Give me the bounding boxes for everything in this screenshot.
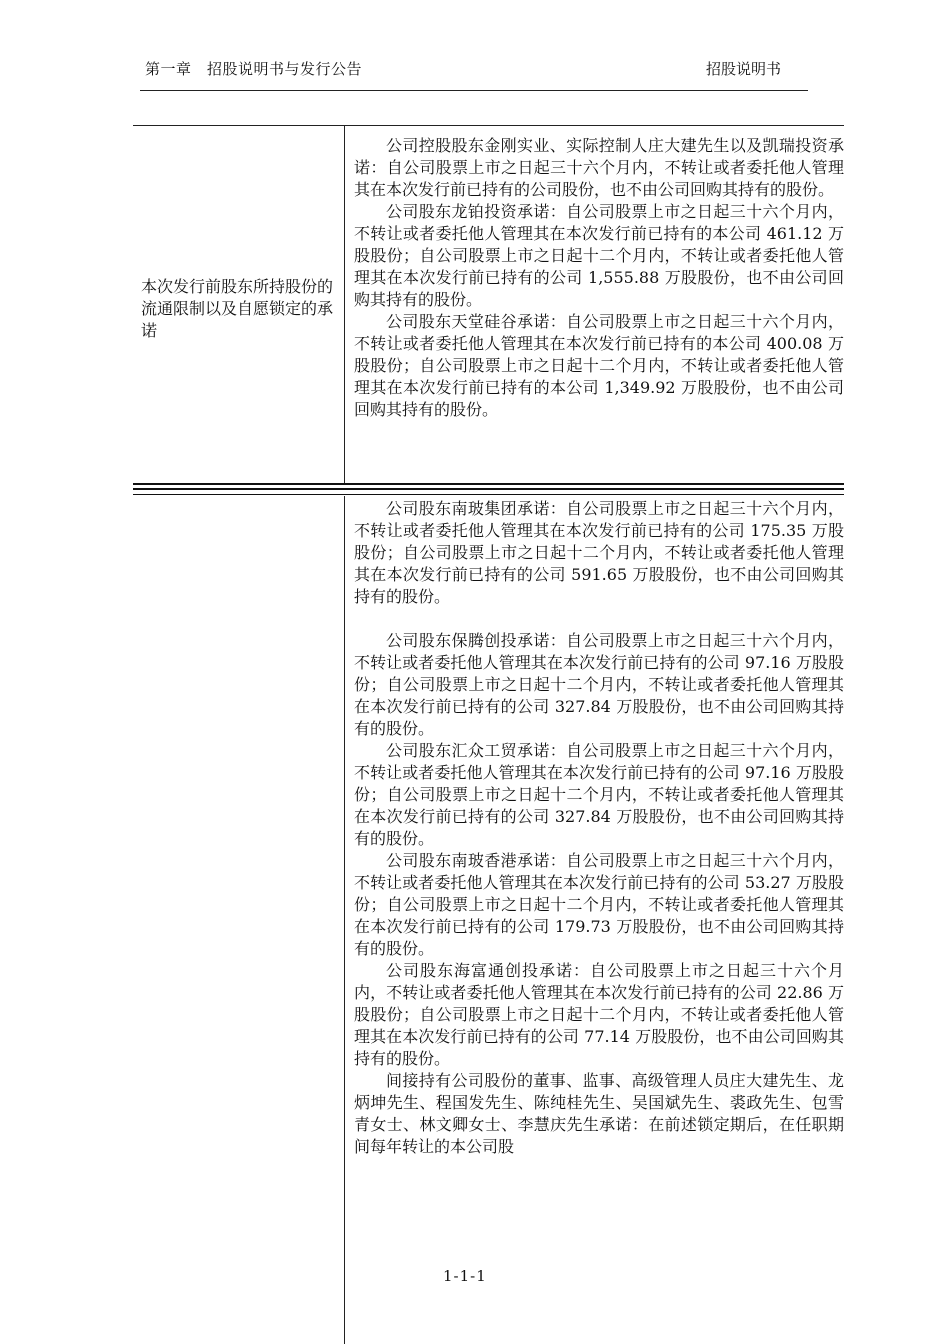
- commitment-paragraph: 公司控股股东金刚实业、实际控制人庄大建先生以及凯瑞投资承诺：自公司股票上市之日起三十六个月内，不转让或者委托他人管理其在本次发行前已持有的公司股份，也不由公司回购其持有的股份。: [354, 136, 844, 199]
- table-top-border: [133, 125, 844, 126]
- table-column-divider: [344, 496, 345, 1344]
- table-left-label: 本次发行前股东所持股份的流通限制以及自愿锁定的承诺: [141, 277, 334, 340]
- commitment-paragraph: 公司股东龙铂投资承诺：自公司股票上市之日起三十六个月内，不转让或者委托他人管理其在本次发行前已持有的本公司 461.12 万股股份；自公司股票上市之日起十二个月内，不转让或者委托他人管理其在本次发行前已持有的公司 1,555.88 万股股份，也不由公司回购其持有的股份。: [354, 202, 844, 309]
- table-column-divider: [344, 125, 345, 483]
- commitment-paragraph: 公司股东海富通创投承诺：自公司股票上市之日起三十六个月内，不转让或者委托他人管理其在本次发行前已持有的公司 22.86 万股股份；自公司股票上市之日起十二个月内，不转让或者委托他人管理其在本次发行前已持有的公司 77.14 万股股份，也不由公司回购其持有的股份。: [354, 961, 844, 1068]
- page-break-rule: [133, 494, 844, 495]
- commitment-paragraph: 公司股东南玻香港承诺：自公司股票上市之日起三十六个月内，不转让或者委托他人管理其在本次发行前已持有的公司 53.27 万股股份；自公司股票上市之日起十二个月内，不转让或者委托他人管理其在本次发行前已持有的公司 179.73 万股股份，也不由公司回购其持有的股份。: [354, 851, 844, 958]
- table-row-2-content: [354, 498, 844, 1158]
- header-rule: [140, 90, 808, 91]
- commitment-paragraph: 间接持有公司股份的董事、监事、高级管理人员庄大建先生、龙炳坤先生、程国发先生、陈纯桂先生、吴国斌先生、裘政先生、包雪青女士、林文卿女士、李慧庆先生承诺：在前述锁定期后，在任职期间每年转让的本公司股: [354, 1071, 844, 1156]
- commitment-paragraph: 公司股东南玻集团承诺：自公司股票上市之日起三十六个月内，不转让或者委托他人管理其在本次发行前已持有的公司 175.35 万股股份；自公司股票上市之日起十二个月内，不转让或者委托他人管理其在本次发行前已持有的公司 591.65 万股股份，也不由公司回购其持有的股份。: [354, 499, 844, 606]
- table-row-1-content: [354, 135, 844, 483]
- commitment-paragraph: 公司股东汇众工贸承诺：自公司股票上市之日起三十六个月内，不转让或者委托他人管理其在本次发行前已持有的公司 97.16 万股股份；自公司股票上市之日起十二个月内，不转让或者委托他人管理其在本次发行前已持有的公司 327.84 万股股份，也不由公司回购其持有的股份。: [354, 741, 844, 848]
- commitment-paragraph: 公司股东保腾创投承诺：自公司股票上市之日起三十六个月内，不转让或者委托他人管理其在本次发行前已持有的公司 97.16 万股股份；自公司股票上市之日起十二个月内，不转让或者委托他人管理其在本次发行前已持有的公司 327.84 万股股份，也不由公司回购其持有的股份。: [354, 631, 844, 738]
- page-number: 1-1-1: [443, 1267, 487, 1285]
- commitment-paragraph: 公司股东天堂硅谷承诺：自公司股票上市之日起三十六个月内，不转让或者委托他人管理其在本次发行前已持有的本公司 400.08 万股股份；自公司股票上市之日起十二个月内，不转让或者委托他人管理其在本次发行前已持有的本公司 1,349.92 万股股份，也不由公司回购其持有的股份。: [354, 312, 844, 419]
- page-break-rule: [133, 483, 844, 485]
- page-break-rule: [133, 488, 844, 490]
- header-document-title: 招股说明书: [706, 60, 782, 78]
- header-chapter-title: 第一章 招股说明书与发行公告: [145, 60, 363, 78]
